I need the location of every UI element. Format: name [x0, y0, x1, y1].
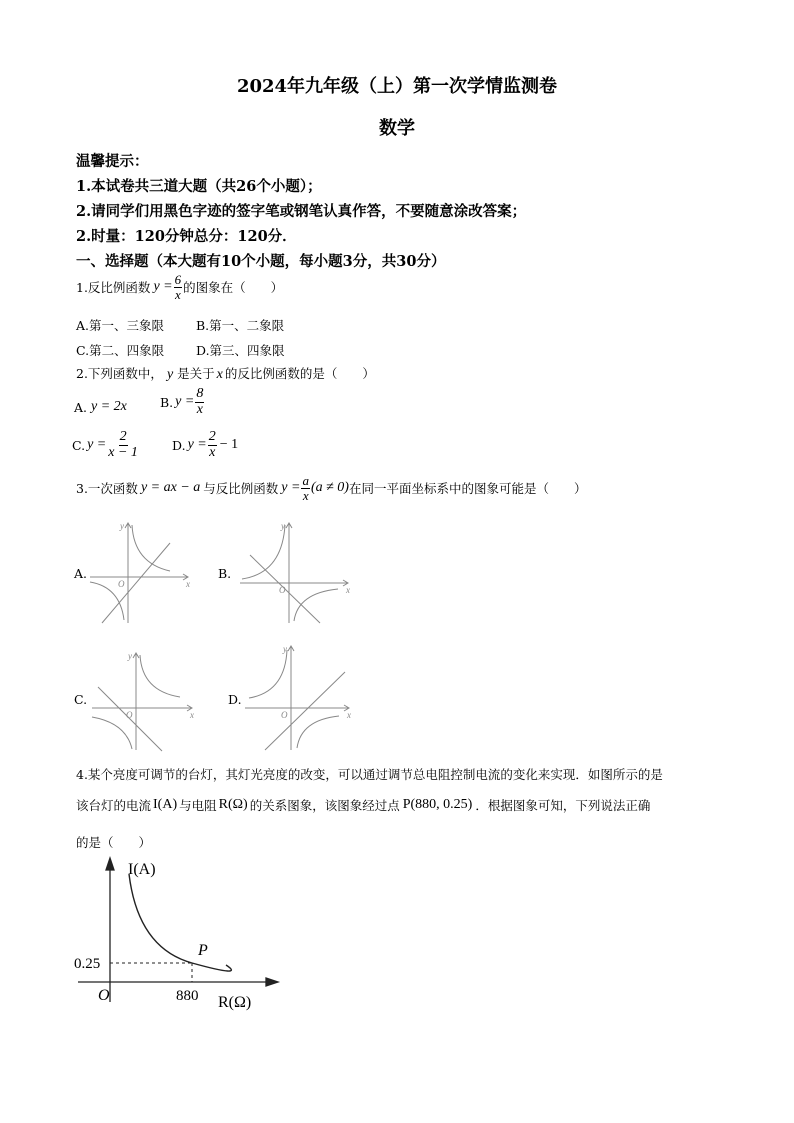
q3-inv-lhs: y = — [281, 480, 301, 496]
hyperbola-branch-1 — [242, 525, 285, 579]
q3-graph-d[interactable] — [245, 638, 355, 753]
q2-d-label: D. — [172, 437, 186, 453]
q2-a-label: A. — [74, 399, 88, 415]
notice-item-2: 2.请同学们用黑色字迹的签字笔或钢笔认真作答，不要随意涂改答案； — [76, 203, 527, 220]
q1-option-a[interactable]: A.第一、三象限 — [76, 318, 165, 333]
i-axis-label: I(A) — [128, 861, 156, 878]
origin-label: O — [281, 710, 288, 720]
q2-option-a[interactable] — [74, 399, 127, 415]
y-label: y — [281, 521, 285, 531]
q3-option-a-label[interactable]: A. — [74, 566, 88, 581]
x-label: x — [190, 710, 194, 720]
q1-fraction — [174, 273, 183, 301]
q1-suffix: 的图象在（ ） — [183, 280, 284, 296]
i-tick-label: 0.25 — [74, 956, 101, 972]
q2-var-y: y — [166, 367, 174, 382]
notice-item-3: 2.时量：120分钟总分：120分． — [76, 228, 297, 245]
origin-label: O — [98, 987, 110, 1004]
q1-option-b[interactable]: B.第一、二象限 — [196, 318, 285, 333]
line-graph — [265, 672, 345, 750]
y-label: y — [128, 651, 132, 661]
question-2-stem — [76, 364, 375, 383]
section-1-heading: 一、选择题（本大题有10个小题，每小题3分，共30分） — [76, 253, 446, 270]
q4-line2-c: 的关系图象，该图象经过点 — [249, 798, 400, 813]
q3-option-d-label[interactable]: D. — [228, 692, 242, 707]
q3-option-c-label[interactable]: C. — [74, 692, 88, 707]
question-4-line-3: 的是（ ） — [76, 835, 152, 850]
q2-c-num: 2 — [119, 429, 127, 444]
notice-item-1: 1.本试卷共三道大题（共26个小题）； — [76, 178, 322, 195]
q3-fraction — [301, 474, 310, 502]
page-title: 2024年九年级（上）第一次学情监测卷 — [236, 76, 558, 97]
q2-option-c[interactable] — [72, 430, 140, 460]
q2-d-lhs: y = — [187, 437, 207, 453]
origin-label: O — [126, 710, 133, 720]
notice-heading: 温馨提示： — [76, 153, 149, 170]
y-label: y — [283, 644, 287, 654]
question-1-stem — [76, 273, 283, 301]
q1-option-c[interactable]: C.第二、四象限 — [76, 343, 165, 358]
hyperbola-branch-2 — [294, 589, 338, 621]
r-tick-label: 880 — [176, 988, 199, 1004]
y-label: y — [120, 521, 124, 531]
q2-a-expr: y = 2x — [91, 399, 127, 414]
hyperbola-branch-1 — [249, 650, 287, 698]
q2-c-fraction — [107, 430, 139, 460]
q2-b-fraction — [195, 387, 204, 417]
q4-resistance: R(Ω) — [218, 797, 248, 812]
q2-prefix: 2.下列函数中， — [76, 366, 163, 381]
x-label: x — [346, 585, 350, 595]
q3-graph-a[interactable] — [90, 515, 195, 625]
q4-line2-d: ．根据图象可知，下列说法正确 — [475, 798, 651, 813]
x-label: x — [347, 710, 351, 720]
point-label: P — [198, 942, 208, 959]
q2-b-den: x — [196, 401, 203, 417]
q3-graph-c[interactable] — [92, 645, 202, 755]
q1-numerator: 6 — [174, 272, 182, 287]
hyperbola-branch-1 — [132, 525, 170, 571]
hyperbola-curve — [129, 874, 231, 971]
q3-mid: 与反比例函数 — [203, 481, 279, 497]
q2-d-fraction — [208, 430, 217, 460]
q2-option-d[interactable] — [172, 430, 238, 460]
q3-graph-b[interactable] — [240, 515, 355, 625]
q1-func-lhs: y = — [153, 279, 173, 295]
q3-condition: (a ≠ 0) — [310, 480, 349, 496]
q4-current: I(A) — [153, 797, 178, 812]
q4-line2-a: 该台灯的电流 — [76, 798, 152, 813]
origin-label: O — [279, 585, 286, 595]
q3-prefix: 3.一次函数 — [76, 481, 138, 497]
question-3-stem — [76, 474, 586, 502]
q2-option-b[interactable] — [160, 387, 205, 417]
q1-prefix: 1.反比例函数 — [76, 280, 151, 296]
q2-mid: 是关于 — [177, 366, 215, 381]
q2-c-den: x − 1 — [108, 444, 138, 460]
q2-d-num: 2 — [208, 429, 216, 444]
subject-title: 数学 — [379, 118, 415, 139]
q3-suffix: 在同一平面坐标系中的图象可能是（ ） — [348, 481, 587, 497]
question-4-line-1: 4.某个亮度可调节的台灯，其灯光亮度的改变，可以通过调节总电阻控制电流的变化来实现．如图所示的是 — [76, 767, 663, 782]
i-axis-arrow — [106, 858, 114, 870]
x-label: x — [186, 579, 190, 589]
hyperbola-branch-2 — [92, 717, 132, 749]
q4-point: P(880, 0.25) — [402, 797, 473, 812]
hyperbola-branch-2 — [297, 716, 339, 748]
origin-label: O — [118, 579, 125, 589]
line-graph — [102, 543, 170, 623]
q3-linear: y = ax − a — [140, 480, 201, 496]
q1-option-d[interactable]: D.第三、四象限 — [196, 343, 285, 358]
r-axis-label: R(Ω) — [218, 994, 252, 1011]
q1-denominator: x — [174, 286, 181, 302]
q2-c-label: C. — [72, 437, 86, 453]
q2-suffix: 的反比例函数的是（ ） — [224, 366, 375, 381]
q3-num: a — [302, 473, 309, 488]
question-4-line-2 — [76, 796, 650, 814]
hyperbola-branch-1 — [140, 655, 180, 697]
q2-c-lhs: y = — [87, 437, 107, 453]
q3-option-b-label[interactable]: B. — [218, 566, 232, 581]
q2-var-x: x — [216, 367, 223, 382]
r-axis-arrow — [266, 978, 278, 986]
q2-b-lhs: y = — [175, 394, 195, 410]
q4-current-resistance-graph — [70, 852, 300, 1012]
q2-b-num: 8 — [196, 386, 204, 401]
q4-line2-b: 与电阻 — [179, 798, 217, 813]
q3-den: x — [302, 487, 309, 503]
q2-d-tail: − 1 — [219, 437, 239, 453]
q2-b-label: B. — [160, 394, 174, 410]
q2-d-den: x — [209, 444, 216, 460]
